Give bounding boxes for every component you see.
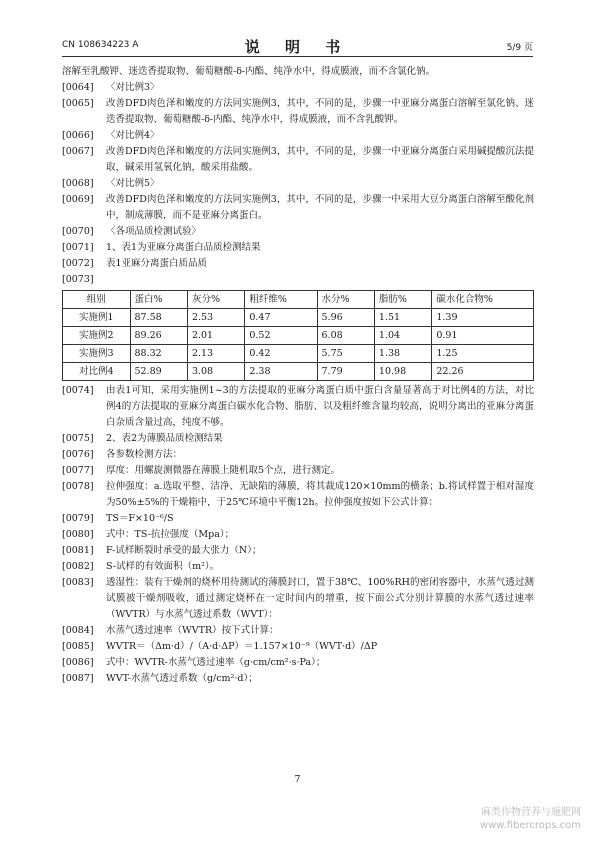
table-row <box>63 363 534 381</box>
paragraph-text: 改善DFD肉色泽和嫩度的方法同实施例3，其中，不同的是，步骤一中采用大豆分离蛋白溶解至酸化剂中，制成薄膜，而不是亚麻分离蛋白。 <box>106 194 534 221</box>
table-cell: 3.08 <box>187 363 244 381</box>
paragraph-text: 拉伸强度：a.选取平整、洁净、无缺陷的薄膜，将其裁成120×10mm的横条；b.将试样置于相对湿度为50%±5%的干燥箱中，于25℃环境中平衡12h。拉伸强度按如下公式计算： <box>106 481 534 508</box>
paragraph-number: [0074] <box>62 385 94 396</box>
paragraph-number: [0067] <box>62 146 94 157</box>
paragraph-group-a <box>62 80 534 288</box>
table-header-cell: 粗纤维% <box>245 291 317 309</box>
table-cell: 2.13 <box>187 345 244 363</box>
table-row <box>63 345 534 363</box>
table-cell: 0.91 <box>432 327 534 345</box>
table-header-row <box>63 291 534 309</box>
table-cell: 对比例4 <box>63 363 131 381</box>
paragraph-text: 〈对比例4〉 <box>106 130 160 141</box>
paragraph-text: 改善DFD肉色泽和嫩度的方法同实施例3，其中，不同的是，步骤一中亚麻分离蛋白溶解至氯化钠、迷迭香提取物、葡萄糖酸-δ-内酯、纯净水中，得成膜液，而不含乳酸钾。 <box>106 98 534 125</box>
table-row <box>63 309 534 327</box>
page-title: 说 明 书 <box>244 38 351 56</box>
table-cell: 1.51 <box>374 309 431 327</box>
page-header <box>62 36 533 57</box>
paragraph <box>62 543 534 559</box>
table-cell: 6.08 <box>317 327 374 345</box>
paragraph <box>62 639 534 655</box>
paragraph-text: TS＝F×10⁻⁶/S <box>106 513 174 524</box>
paragraph-text: 〈各项品质检测试验〉 <box>106 226 202 237</box>
paragraph <box>62 559 534 575</box>
page-info: 5/9 页 <box>506 43 533 53</box>
watermark-line1: 麻类作物营养与施肥网 <box>481 807 581 818</box>
paragraph <box>62 176 534 192</box>
paragraph <box>62 527 534 543</box>
table-cell: 7.79 <box>317 363 374 381</box>
paragraph <box>62 80 534 96</box>
paragraph-group-b <box>62 383 534 687</box>
paragraph-number: [0071] <box>62 242 94 253</box>
table-header-cell: 脂肪% <box>374 291 431 309</box>
paragraph-number: [0064] <box>62 82 94 93</box>
document-body <box>62 64 534 687</box>
table-cell: 2.01 <box>187 327 244 345</box>
paragraph <box>62 431 534 447</box>
table-cell: 10.98 <box>374 363 431 381</box>
paragraph-text: 式中：WVTR-水蒸气透过速率（g·cm/cm²·s·Pa）； <box>106 657 326 668</box>
paragraph <box>62 224 534 240</box>
paragraph-text: 透湿性：装有干燥剂的烧杯用待测试的薄膜封口，置于38℃、100%RH的密闭容器中，水蒸气透过测试膜被干燥剂吸收，通过测定烧杯在一定时间内的增重，按下面公式分别计算膜的水蒸气透过速率（WVTR）与水蒸气透过系数（WVT）： <box>106 577 534 620</box>
paragraph-text: WVTR＝（Δm·d）/（A·d·ΔP）＝1.157×10⁻⁹（WVT·d）/ΔP <box>106 641 378 652</box>
table-cell: 5.75 <box>317 345 374 363</box>
table-cell: 89.26 <box>130 327 187 345</box>
paragraph <box>62 272 534 288</box>
table-cell: 0.42 <box>245 345 317 363</box>
table-header-cell: 组别 <box>63 291 131 309</box>
page-number: 7 <box>294 774 301 785</box>
paragraph-number: [0078] <box>62 481 94 492</box>
paragraph-number: [0068] <box>62 178 94 189</box>
table-cell: 0.52 <box>245 327 317 345</box>
paragraph <box>62 463 534 479</box>
paragraph <box>62 144 534 176</box>
paragraph-text: 式中：TS-抗拉强度（Mpa）； <box>106 529 235 540</box>
paragraph-number: [0069] <box>62 194 94 205</box>
paragraph-number: [0085] <box>62 641 94 652</box>
table-cell: 52.89 <box>130 363 187 381</box>
paragraph <box>62 96 534 128</box>
table-header-cell: 灰分% <box>187 291 244 309</box>
paragraph-text: 〈对比例5〉 <box>106 178 160 189</box>
table-cell: 2.38 <box>245 363 317 381</box>
paragraph <box>62 511 534 527</box>
paragraph <box>62 128 534 144</box>
watermark-line2: www.fibercrops.com <box>479 820 581 831</box>
paragraph-text: WVT-水蒸气透过系数（g/cm²·d）； <box>106 673 258 684</box>
paragraph-number: [0077] <box>62 465 94 476</box>
paragraph-number: [0076] <box>62 449 94 460</box>
paragraph-text: 由表1可知，采用实施例1~3的方法提取的亚麻分离蛋白质中蛋白含量显著高于对比例4的方法，对比例4的方法提取的亚麻分离蛋白碳水化合物、脂肪、以及粗纤维含量均较高，说明分离出的亚麻分离蛋白杂质含量过高，纯度不够。 <box>106 385 534 428</box>
paragraph-number: [0065] <box>62 98 94 109</box>
table-row <box>63 327 534 345</box>
paragraph <box>62 192 534 224</box>
paragraph <box>62 447 534 463</box>
paragraph-number: [0081] <box>62 545 94 556</box>
paragraph-number: [0086] <box>62 657 94 668</box>
intro-line: 溶解至乳酸钾、迷迭香提取物、葡萄糖酸-δ-内酯、纯净水中，得成膜液，而不含氯化钠。 <box>62 66 436 77</box>
table-cell: 1.04 <box>374 327 431 345</box>
paragraph-text: S-试样的有效面积（m²）。 <box>106 561 220 572</box>
table-cell: 0.47 <box>245 309 317 327</box>
paragraph <box>62 575 534 623</box>
paragraph-number: [0082] <box>62 561 94 572</box>
paragraph <box>62 623 534 639</box>
table-cell: 2.53 <box>187 309 244 327</box>
paragraph-number: [0079] <box>62 513 94 524</box>
watermark <box>480 806 581 832</box>
table-header-cell: 蛋白% <box>130 291 187 309</box>
table-cell: 1.38 <box>374 345 431 363</box>
paragraph <box>62 240 534 256</box>
paragraph-text <box>106 272 534 288</box>
table-header-cell: 碳水化合物% <box>432 291 534 309</box>
paragraph-number: [0084] <box>62 625 94 636</box>
table-1 <box>62 290 534 381</box>
table-cell: 实施例3 <box>63 345 131 363</box>
paragraph-text: 表1亚麻分离蛋白质品质 <box>106 258 208 269</box>
paragraph <box>62 655 534 671</box>
paragraph <box>62 383 534 431</box>
paragraph-text: 厚度：用螺旋测微器在薄膜上随机取5个点，进行测定。 <box>106 465 341 476</box>
table-header-cell: 水分% <box>317 291 374 309</box>
paragraph-number: [0072] <box>62 258 94 269</box>
paragraph-text: 各参数检测方法： <box>106 449 183 460</box>
paragraph-number: [0083] <box>62 577 94 588</box>
table-cell: 88.32 <box>130 345 187 363</box>
paragraph-text: 改善DFD肉色泽和嫩度的方法同实施例3，其中，不同的是，步骤一中亚麻分离蛋白采用碱提酸沉法提取，碱采用氢氧化钠，酸采用盐酸。 <box>106 146 534 173</box>
paragraph-number: [0070] <box>62 226 94 237</box>
paragraph-text: 〈对比例3〉 <box>106 82 160 93</box>
table-cell: 1.25 <box>432 345 534 363</box>
paragraph-text: 1、表1为亚麻分离蛋白品质检测结果 <box>106 242 261 253</box>
table-body <box>63 309 534 381</box>
paragraph <box>62 479 534 511</box>
paragraph-number: [0080] <box>62 529 94 540</box>
paragraph-number: [0066] <box>62 130 94 141</box>
paragraph-text: 2、表2为薄膜品质检测结果 <box>106 433 223 444</box>
paragraph <box>62 671 534 687</box>
table-cell: 5.96 <box>317 309 374 327</box>
paragraph-text: 水蒸气透过速率（WVTR）按下式计算： <box>106 625 279 636</box>
table-cell: 实施例2 <box>63 327 131 345</box>
table-cell: 1.39 <box>432 309 534 327</box>
table-cell: 87.58 <box>130 309 187 327</box>
table-cell: 22.26 <box>432 363 534 381</box>
paragraph <box>62 256 534 272</box>
paragraph-number: [0087] <box>62 673 94 684</box>
table-cell: 实施例1 <box>63 309 131 327</box>
paragraph-number: [0073] <box>62 274 94 285</box>
paragraph-number: [0075] <box>62 433 94 444</box>
document-number: CN 108634223 A <box>62 40 139 50</box>
paragraph-text: F-试样断裂时承受的最大张力（N）； <box>106 545 262 556</box>
